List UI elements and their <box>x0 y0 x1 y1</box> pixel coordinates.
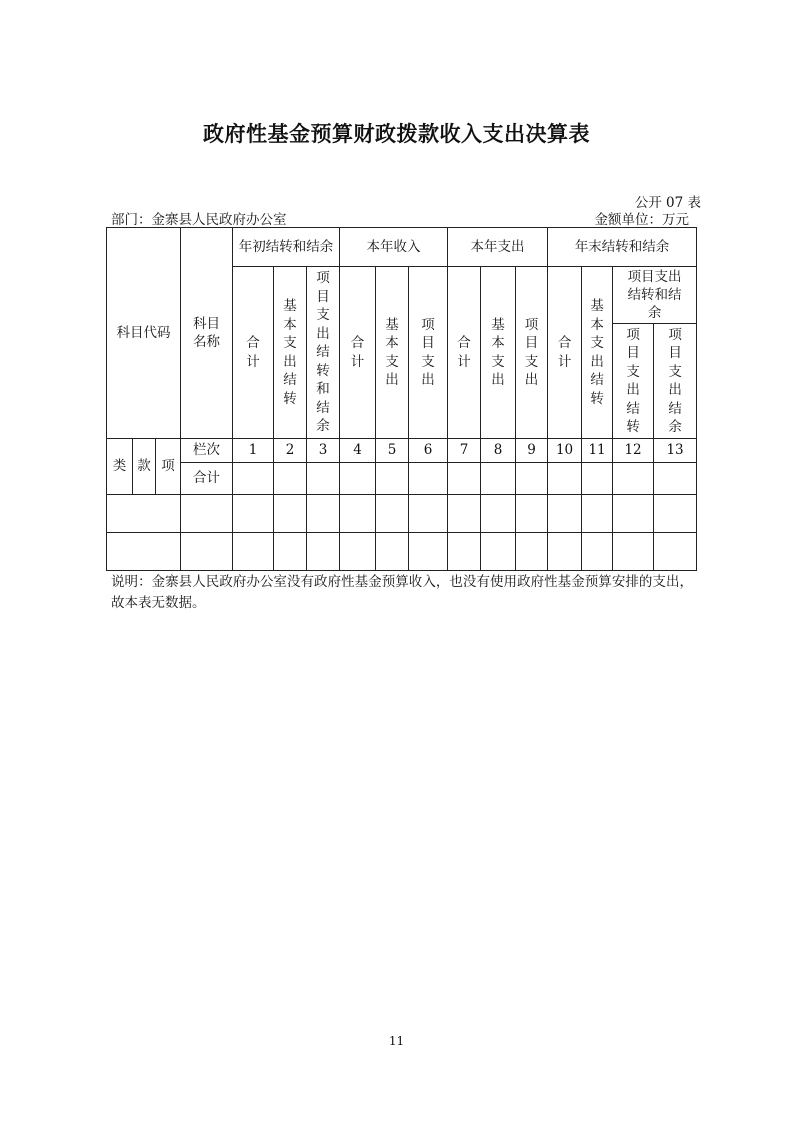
table-cell <box>548 495 582 533</box>
table-cell <box>481 463 516 495</box>
page-title: 政府性基金预算财政拨款收入支出决算表 <box>203 122 590 146</box>
table-cell <box>548 533 582 571</box>
header-income-basic: 基本支出 <box>376 267 409 439</box>
column-number: 5 <box>376 439 409 463</box>
column-number: 12 <box>613 439 654 463</box>
page-number: 11 <box>388 1034 405 1048</box>
table-cell <box>654 533 697 571</box>
row-label-lanci: 栏次 <box>181 439 233 463</box>
column-number: 1 <box>233 439 274 463</box>
table-cell <box>613 463 654 495</box>
table-cell <box>340 495 376 533</box>
header-begin-basic-carry: 基本支出结转 <box>274 267 307 439</box>
table-cell <box>181 495 233 533</box>
table-cell <box>409 495 448 533</box>
header-lei: 类 <box>107 439 133 495</box>
header-kuan: 款 <box>133 439 156 495</box>
header-subject-name: 科目名称 <box>181 228 233 439</box>
table-cell <box>516 463 548 495</box>
header-group-begin-balance: 年初结转和结余 <box>233 228 340 267</box>
form-number: 公开 07 表 <box>634 195 701 211</box>
header-income-total: 合计 <box>340 267 376 439</box>
table-cell <box>409 463 448 495</box>
budget-table <box>106 227 697 571</box>
table-cell <box>376 533 409 571</box>
column-number: 9 <box>516 439 548 463</box>
department-label: 部门：金寨县人民政府办公室 <box>111 212 287 228</box>
header-group-end-balance: 年末结转和结余 <box>548 228 697 267</box>
header-end-basic-carry: 基本支出结转 <box>582 267 613 439</box>
header-expend-project: 项目支出 <box>516 267 548 439</box>
header-expend-basic: 基本支出 <box>481 267 516 439</box>
table-cell <box>654 495 697 533</box>
header-end-project-balance: 项目支出结余 <box>654 324 697 439</box>
column-number: 4 <box>340 439 376 463</box>
table-cell <box>516 533 548 571</box>
table-cell <box>409 533 448 571</box>
header-group-income: 本年收入 <box>340 228 448 267</box>
table-cell <box>448 463 481 495</box>
table-cell <box>448 533 481 571</box>
table-cell <box>582 495 613 533</box>
table-cell <box>376 463 409 495</box>
table-row <box>107 495 697 533</box>
table-cell <box>613 533 654 571</box>
column-number: 2 <box>274 439 307 463</box>
table-cell <box>654 463 697 495</box>
column-number: 13 <box>654 439 697 463</box>
table-cell <box>582 463 613 495</box>
column-number: 7 <box>448 439 481 463</box>
table-cell <box>107 533 181 571</box>
table-cell <box>233 463 274 495</box>
header-xiang: 项 <box>156 439 181 495</box>
header-subject-code: 科目代码 <box>107 228 181 439</box>
table-cell <box>107 495 181 533</box>
table-cell <box>340 533 376 571</box>
header-end-project-carry: 项目支出结转 <box>613 324 654 439</box>
table-cell <box>376 495 409 533</box>
header-group-expenditure: 本年支出 <box>448 228 548 267</box>
table-cell <box>340 463 376 495</box>
header-begin-total: 合计 <box>233 267 274 439</box>
table-cell <box>181 533 233 571</box>
table-cell <box>613 495 654 533</box>
table-row <box>107 533 697 571</box>
table-cell <box>481 495 516 533</box>
row-label-total: 合计 <box>181 463 233 495</box>
table-cell <box>307 495 340 533</box>
header-expend-total: 合计 <box>448 267 481 439</box>
table-cell <box>448 495 481 533</box>
table-cell <box>582 533 613 571</box>
column-number: 6 <box>409 439 448 463</box>
table-cell <box>274 533 307 571</box>
header-income-project: 项目支出 <box>409 267 448 439</box>
table-cell <box>274 463 307 495</box>
header-end-total: 合计 <box>548 267 582 439</box>
column-number: 8 <box>481 439 516 463</box>
table-cell <box>274 495 307 533</box>
table-cell <box>516 495 548 533</box>
explanatory-note: 说明：金寨县人民政府办公室没有政府性基金预算收入，也没有使用政府性基金预算安排的支出，故本表无数据。 <box>111 574 693 611</box>
unit-label: 金额单位：万元 <box>594 212 689 228</box>
column-number: 11 <box>582 439 613 463</box>
table-cell <box>548 463 582 495</box>
header-begin-project-carry-balance: 项目支出结转和结余 <box>307 267 340 439</box>
column-number: 10 <box>548 439 582 463</box>
table-cell <box>307 463 340 495</box>
table-cell <box>307 533 340 571</box>
table-cell <box>481 533 516 571</box>
table-cell <box>233 495 274 533</box>
table-cell <box>233 533 274 571</box>
header-end-project-carry-balance: 项目支出结转和结余 <box>613 267 697 324</box>
column-number: 3 <box>307 439 340 463</box>
